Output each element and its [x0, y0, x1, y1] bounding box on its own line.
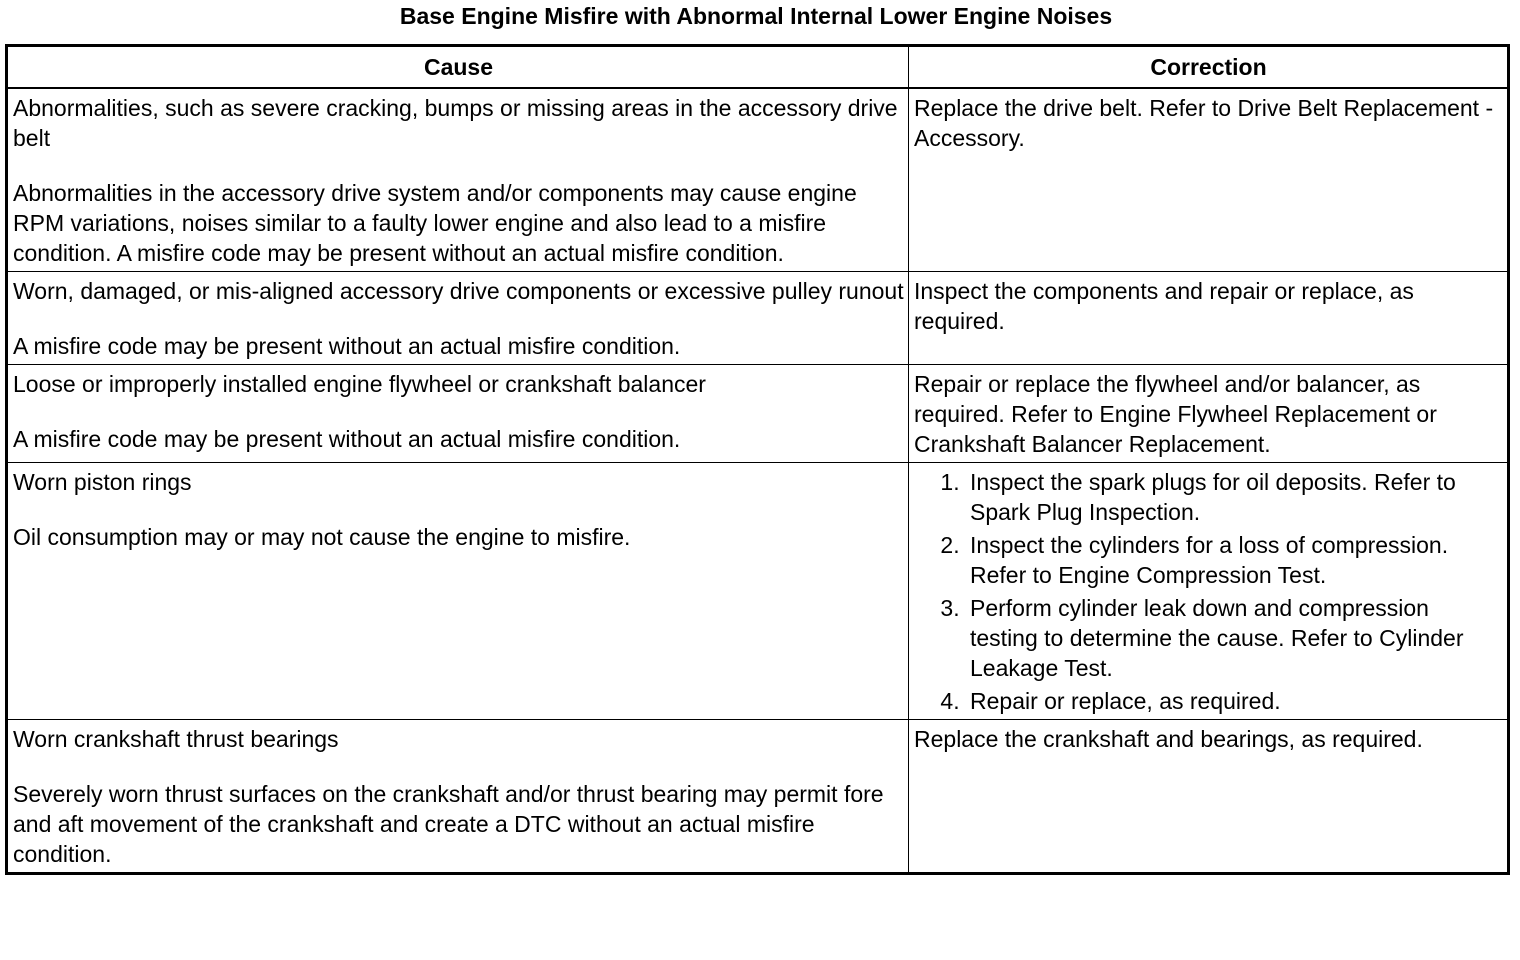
- cause-cell: [7, 272, 909, 365]
- cause-cell: [7, 463, 909, 720]
- correction-cell: [909, 365, 1509, 463]
- cause-note: A misfire code may be present without an actual misfire condition.: [13, 426, 681, 452]
- cause-note: A misfire code may be present without an actual misfire condition.: [13, 333, 681, 359]
- correction-cell: [909, 88, 1509, 272]
- page-title: Base Engine Misfire with Abnormal Internal Lower Engine Noises: [399, 3, 1113, 29]
- cause-text: Worn crankshaft thrust bearings: [13, 726, 339, 752]
- cause-cell: [7, 365, 909, 463]
- correction-text: Replace the crankshaft and bearings, as required.: [914, 726, 1423, 752]
- cause-note: Oil consumption may or may not cause the engine to misfire.: [13, 524, 631, 550]
- table-row: [7, 365, 1509, 463]
- correction-step: 3. Perform cylinder leak down and compression testing to determine the cause. Refer to Cylinder Leakage Test.: [966, 593, 1503, 683]
- table-row: [7, 88, 1509, 272]
- cause-column-header: Cause: [7, 46, 909, 89]
- correction-steps-list: [914, 467, 1503, 716]
- cause-note: Severely worn thrust surfaces on the crankshaft and/or thrust bearing may permit fore and aft movement of the crankshaft and create a DTC without an actual misfire condition.: [13, 781, 884, 867]
- correction-text: Replace the drive belt. Refer to Drive Belt Replacement - Accessory.: [914, 95, 1494, 151]
- table-row: [7, 272, 1509, 365]
- correction-cell: [909, 272, 1509, 365]
- cause-cell: [7, 720, 909, 874]
- correction-text: Inspect the components and repair or replace, as required.: [914, 278, 1414, 334]
- correction-text: Repair or replace the flywheel and/or balancer, as required. Refer to Engine Flywheel Replacement or Crankshaft Balancer Replacement.: [914, 371, 1437, 457]
- table-row: [7, 720, 1509, 874]
- correction-column-header: Correction: [909, 46, 1509, 89]
- correction-step: 1. Inspect the spark plugs for oil deposits. Refer to Spark Plug Inspection.: [966, 467, 1503, 527]
- table-row: [7, 463, 1509, 720]
- cause-text: Worn, damaged, or mis-aligned accessory drive components or excessive pulley runout: [13, 278, 904, 304]
- cause-text: Abnormalities, such as severe cracking, bumps or missing areas in the accessory drive belt: [13, 95, 898, 151]
- correction-step: 4. Repair or replace, as required.: [966, 686, 1503, 716]
- cause-cell: [7, 88, 909, 272]
- cause-text: Loose or improperly installed engine flywheel or crankshaft balancer: [13, 371, 706, 397]
- correction-cell: [909, 463, 1509, 720]
- table-header-row: [7, 46, 1509, 89]
- cause-text: Worn piston rings: [13, 469, 192, 495]
- correction-step: 2. Inspect the cylinders for a loss of compression. Refer to Engine Compression Test.: [966, 530, 1503, 590]
- diagnosis-table: [5, 44, 1510, 875]
- correction-cell: [909, 720, 1509, 874]
- cause-note: Abnormalities in the accessory drive system and/or components may cause engine RPM variations, noises similar to a faulty lower engine and also lead to a misfire condition. A misfire code may be present without an actual misfire condition.: [13, 180, 857, 266]
